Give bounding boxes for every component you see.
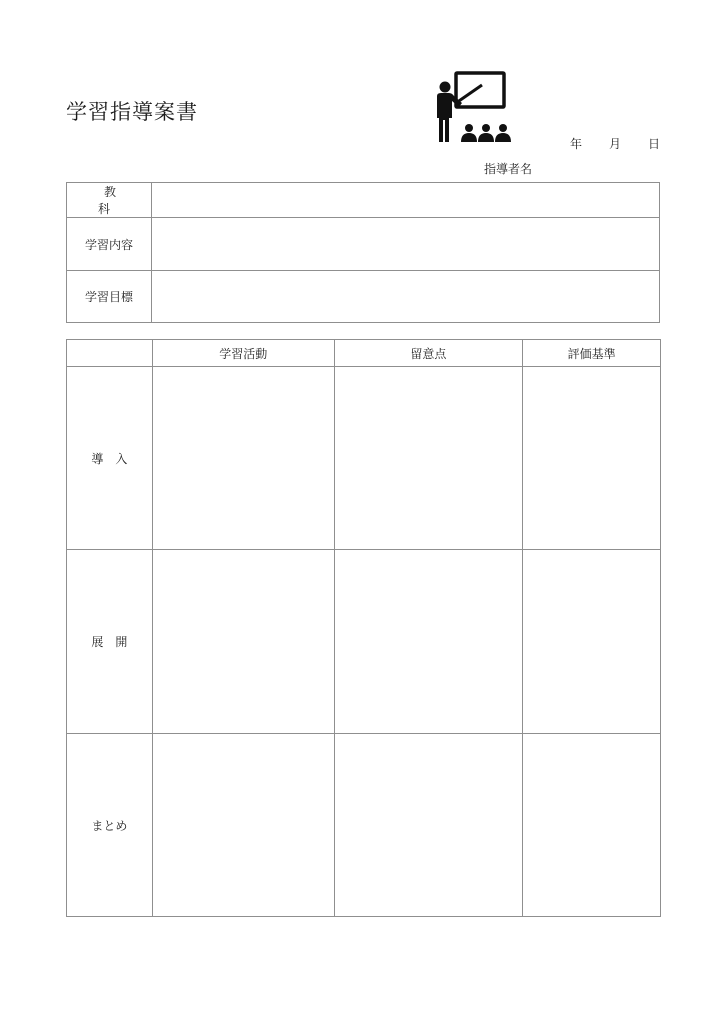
month-label: 月	[609, 137, 622, 151]
notes-field[interactable]	[334, 367, 523, 550]
info-row-goal	[67, 271, 660, 323]
activity-field[interactable]	[152, 367, 334, 550]
plan-row-introduction	[67, 367, 661, 550]
header-activity: 学習活動	[152, 340, 334, 367]
info-table	[66, 182, 660, 323]
day-label: 日	[648, 137, 661, 151]
notes-field[interactable]	[334, 734, 523, 917]
header-stage	[67, 340, 153, 367]
content-label: 学習内容	[67, 218, 152, 271]
stage-introduction: 導 入	[67, 367, 153, 550]
plan-header-row	[67, 340, 661, 367]
plan-row-development	[67, 550, 661, 734]
stage-development: 展 開	[67, 550, 153, 734]
info-row-subject	[67, 183, 660, 218]
activity-field[interactable]	[152, 734, 334, 917]
date-field[interactable]	[560, 135, 660, 151]
goal-label: 学習目標	[67, 271, 152, 323]
stage-summary: まとめ	[67, 734, 153, 917]
criteria-field[interactable]	[523, 734, 661, 917]
subject-field[interactable]	[152, 183, 660, 218]
plan-row-summary	[67, 734, 661, 917]
notes-field[interactable]	[334, 550, 523, 734]
header-notes: 留意点	[334, 340, 523, 367]
plan-table	[66, 339, 661, 917]
info-row-content	[67, 218, 660, 271]
teacher-presentation-icon	[434, 70, 518, 144]
header-criteria: 評価基準	[523, 340, 661, 367]
year-label: 年	[570, 137, 583, 151]
content-field[interactable]	[152, 218, 660, 271]
instructor-name-label: 指導者名	[484, 162, 533, 176]
goal-field[interactable]	[152, 271, 660, 323]
criteria-field[interactable]	[523, 367, 661, 550]
criteria-field[interactable]	[523, 550, 661, 734]
page-title: 学習指導案書	[66, 100, 198, 124]
subject-label: 教 科	[67, 183, 152, 218]
activity-field[interactable]	[152, 550, 334, 734]
